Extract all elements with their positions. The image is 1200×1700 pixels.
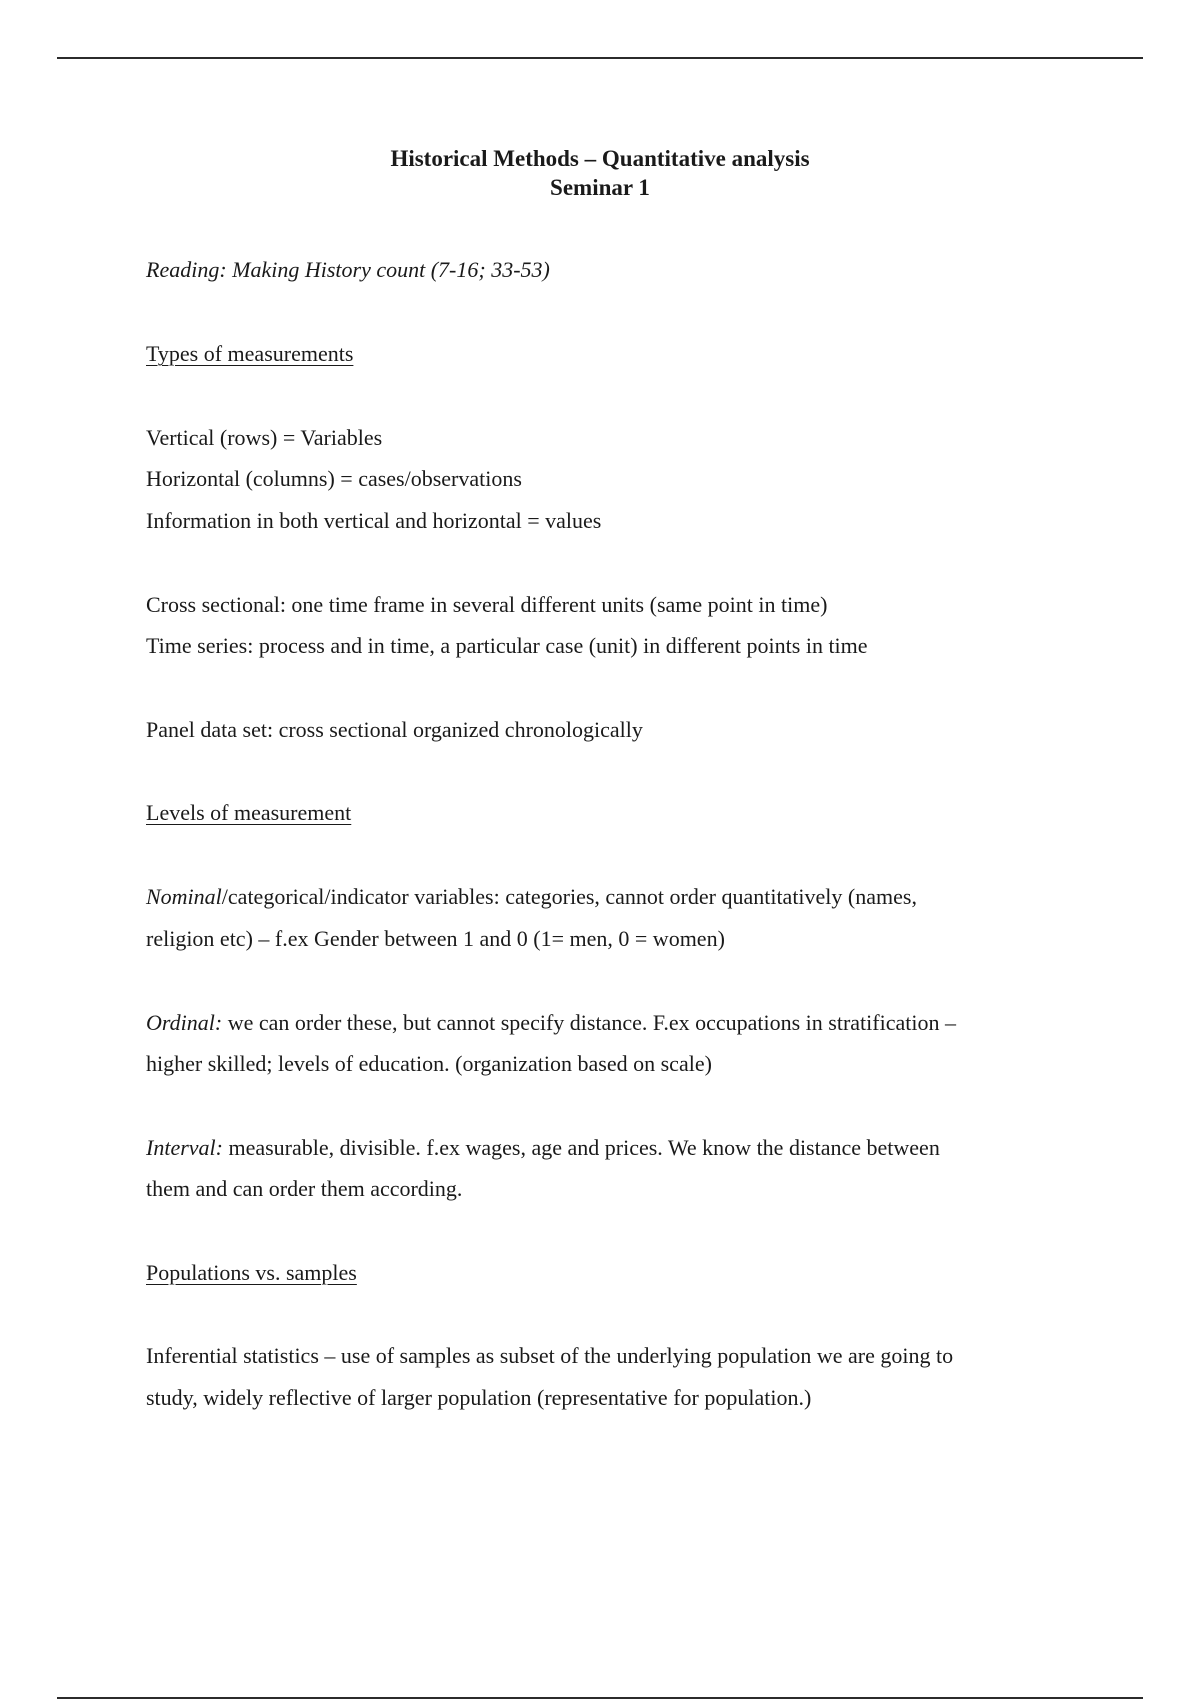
interval-term: Interval:: [146, 1135, 223, 1160]
text-line: religion etc) – f.ex Gender between 1 and 0 (1= men, 0 = women): [146, 926, 725, 951]
document-title: Historical Methods – Quantitative analysis: [390, 146, 810, 171]
text-line: Vertical (rows) = Variables: [146, 425, 383, 450]
section-heading-levels: Levels of measurement: [146, 800, 352, 825]
text-line: Information in both vertical and horizontal = values: [146, 508, 602, 533]
text-line: Horizontal (columns) = cases/observations: [146, 466, 522, 491]
nominal-paragraph-line: [146, 884, 917, 910]
top-rule: [57, 57, 1143, 59]
document-subtitle: Seminar 1: [550, 175, 650, 200]
ordinal-text: we can order these, but cannot specify distance. F.ex occupations in stratification –: [222, 1010, 956, 1035]
text-line: Cross sectional: one time frame in several different units (same point in time): [146, 592, 828, 617]
text-line: Time series: process and in time, a particular case (unit) in different points in time: [146, 633, 868, 658]
section-heading-populations: Populations vs. samples: [146, 1260, 357, 1285]
document-title-block: [0, 144, 1200, 202]
ordinal-paragraph-line: [146, 1010, 956, 1036]
text-line: them and can order them according.: [146, 1176, 463, 1201]
bottom-rule: [57, 1697, 1143, 1699]
reading-line: Reading: Making History count (7-16; 33-53): [146, 257, 550, 282]
nominal-term: Nominal: [146, 884, 222, 909]
text-line: study, widely reflective of larger population (representative for population.): [146, 1385, 812, 1410]
ordinal-term: Ordinal:: [146, 1010, 223, 1035]
nominal-text: /categorical/indicator variables: categories, cannot order quantitatively (names,: [221, 884, 917, 909]
text-line: higher skilled; levels of education. (organization based on scale): [146, 1051, 712, 1076]
text-line: Inferential statistics – use of samples as subset of the underlying population we are going to: [146, 1343, 954, 1368]
text-line: Panel data set: cross sectional organized chronologically: [146, 717, 643, 742]
interval-paragraph-line: [146, 1135, 940, 1161]
section-heading-types: Types of measurements: [146, 341, 354, 366]
interval-text: measurable, divisible. f.ex wages, age and prices. We know the distance between: [222, 1135, 940, 1160]
